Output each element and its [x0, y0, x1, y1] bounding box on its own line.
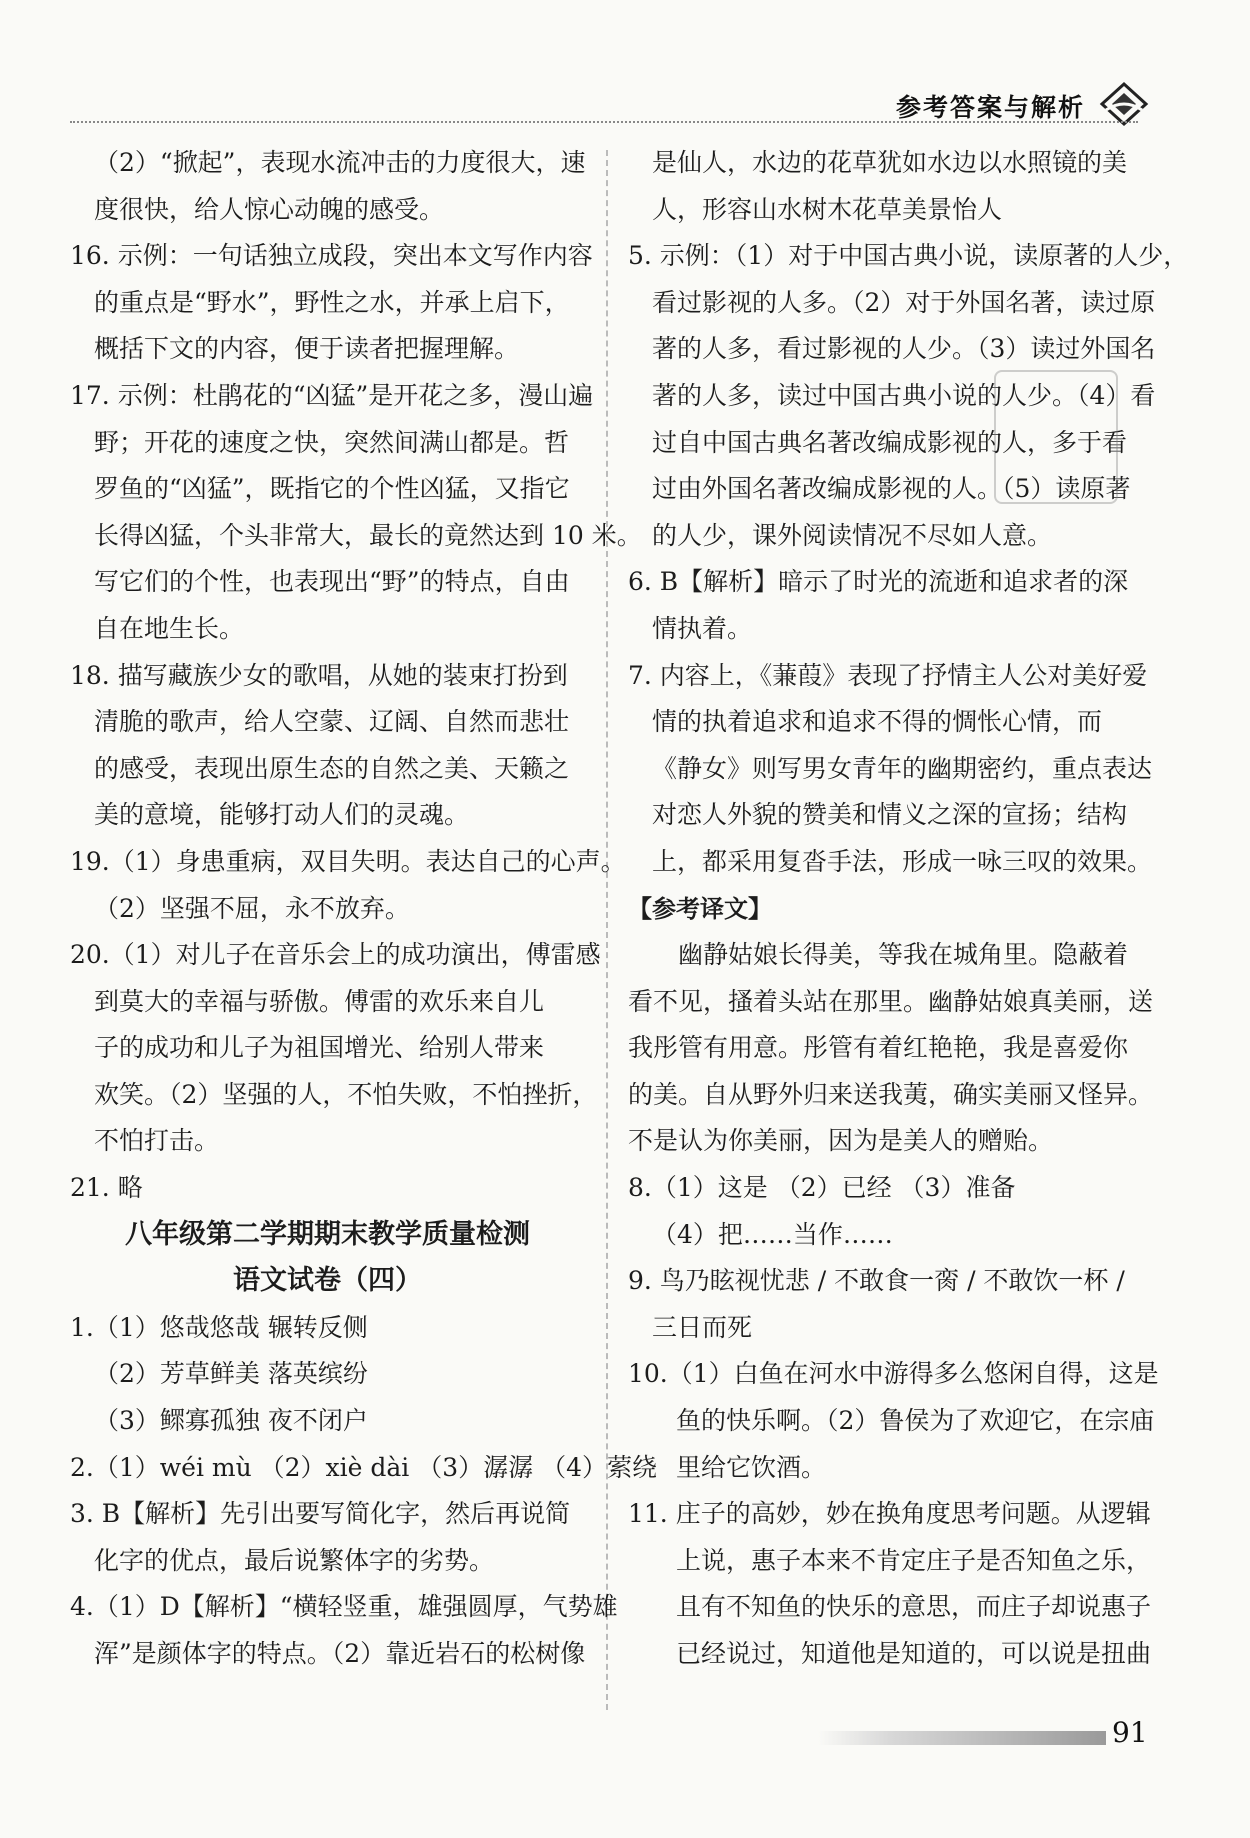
text-line: 16. 示例：一句话独立成段，突出本文写作内容	[70, 241, 593, 271]
text-line: 看不见，搔着头站在那里。幽静姑娘真美丽，送	[628, 986, 1154, 1016]
text-line: 且有不知鱼的快乐的意思，而庄子却说惠子	[676, 1592, 1152, 1622]
text-line: 不怕打击。	[94, 1126, 220, 1156]
text-line: 子的成功和儿子为祖国增光、给别人带来	[94, 1033, 545, 1063]
watermark-stamp	[994, 370, 1118, 504]
page-number: 91	[1112, 1716, 1148, 1749]
section-subtitle: 语文试卷（四）	[233, 1265, 422, 1297]
text-line: 上说，惠子本来不肯定庄子是否知鱼之乐，	[676, 1545, 1152, 1575]
header-rule	[70, 121, 1138, 123]
text-line: 18. 描写藏族少女的歌唱，从她的装束打扮到	[70, 660, 568, 690]
text-line: 的美。自从野外归来送我荑，确实美丽又怪异。	[628, 1079, 1154, 1109]
text-line: 欢笑。（2）坚强的人，不怕失败，不怕挫折，	[94, 1079, 598, 1109]
text-line: 5. 示例：（1）对于中国古典小说，读原著的人少，	[628, 241, 1189, 271]
text-line: 3. B【解析】先引出要写简化字，然后再说简	[70, 1499, 571, 1529]
text-line: 是仙人，水边的花草犹如水边以水照镜的美	[652, 148, 1128, 177]
text-line: 长得凶猛，个头非常大，最长的竟然达到 10 米。	[94, 520, 642, 550]
text-line: 7. 内容上，《蒹葭》表现了抒情主人公对美好爱	[628, 660, 1148, 690]
text-line: 著的人多，看过影视的人少。（3）读过外国名	[652, 334, 1156, 364]
text-line: 概括下文的内容，便于读者把握理解。	[94, 334, 520, 364]
text-line: 8.（1）这是 （2）已经 （3）准备	[628, 1173, 1016, 1203]
text-line: 的感受，表现出原生态的自然之美、天籁之	[94, 753, 570, 783]
text-line: 野；开花的速度之快，突然间满山都是。哲	[94, 427, 570, 457]
left-column	[70, 140, 658, 1678]
text-line: 的重点是“野水”，野性之水，并承上启下，	[94, 287, 570, 317]
text-line: 三日而死	[652, 1312, 753, 1342]
text-line: 过自中国古典名著改编成影视的人，多于看	[652, 427, 1128, 457]
text-line: 1.（1）悠哉悠哉 辗转反侧	[70, 1312, 368, 1342]
text-line: 对恋人外貌的赞美和情义之深的宣扬；结构	[652, 800, 1128, 830]
text-line: 鱼的快乐啊。（2）鲁侯为了欢迎它，在宗庙	[676, 1406, 1155, 1436]
text-line: 写它们的个性，也表现出“野”的特点，自由	[94, 567, 570, 597]
text-line: 上，都采用复沓手法，形成一咏三叹的效果。	[652, 846, 1153, 876]
text-line: 清脆的歌声，给人空蒙、辽阔、自然而悲壮	[94, 707, 570, 737]
text-line: 情执着。	[652, 613, 753, 643]
text-line: 里给它饮酒。	[676, 1452, 827, 1482]
text-line: 2.（1）wéi mù （2）xiè dài （3）潺潺 （4）萦绕	[70, 1452, 658, 1482]
text-line: 到莫大的幸福与骄傲。傅雷的欢乐来自儿	[94, 986, 545, 1016]
text-line: 美的意境，能够打动人们的灵魂。	[94, 800, 470, 830]
text-line: （2）坚强不屈，永不放弃。	[94, 893, 410, 923]
text-line: 已经说过，知道他是知道的，可以说是扭曲	[676, 1639, 1152, 1668]
text-line: 人，形容山水树木花草美景怡人	[652, 194, 1003, 224]
text-line: 9. 鸟乃眩视忧悲 / 不敢食一脔 / 不敢饮一杯 /	[628, 1266, 1125, 1296]
text-line: 情的执着追求和追求不得的惆怅心情，而	[652, 707, 1103, 737]
text-line: （4）把……当作……	[652, 1219, 893, 1249]
footer-bar	[818, 1731, 1106, 1745]
text-line: 自在地生长。	[94, 613, 245, 643]
text-line: 《静女》则写男女青年的幽期密约，重点表达	[652, 753, 1153, 783]
text-line: 17. 示例：杜鹃花的“凶猛”是开花之多，漫山遍	[70, 380, 594, 410]
text-line: 度很快，给人惊心动魄的感受。	[94, 194, 445, 224]
text-line: 看过影视的人多。（2）对于外国名著，读过原	[652, 287, 1156, 317]
text-line: 浑”是颜体字的特点。（2）靠近岩石的松树像	[94, 1639, 586, 1668]
text-line: 10.（1）白鱼在河水中游得多么悠闲自得，这是	[628, 1359, 1159, 1389]
text-line: 著的人多，读过中国古典小说的人少。（4）看	[652, 380, 1156, 410]
text-line: 罗鱼的“凶猛”，既指它的个性凶猛，又指它	[94, 474, 570, 504]
text-line: 4.（1）D【解析】“横轻竖重，雄强圆厚，气势雄	[70, 1592, 618, 1622]
text-line: 幽静姑娘长得美，等我在城角里。隐蔽着	[678, 940, 1129, 970]
text-line: 过由外国名著改编成影视的人。（5）读原著	[652, 474, 1131, 504]
header-title: 参考答案与解析	[896, 93, 1086, 122]
text-line: （2）芳草鲜美 落英缤纷	[94, 1359, 368, 1389]
text-line: 21. 略	[70, 1173, 143, 1203]
translation-heading: 【参考译文】	[628, 894, 772, 923]
text-line: （3）鳏寡孤独 夜不闭户	[94, 1406, 368, 1436]
text-line: 20.（1）对儿子在音乐会上的成功演出，傅雷感	[70, 940, 601, 970]
text-line: 19.（1）身患重病，双目失明。表达自己的心声。	[70, 846, 626, 876]
text-line: 不是认为你美丽，因为是美人的赠贻。	[628, 1126, 1054, 1156]
text-line: 化字的优点，最后说繁体字的劣势。	[94, 1545, 495, 1575]
text-line: 我彤管有用意。彤管有着红艳艳，我是喜爱你	[628, 1033, 1129, 1063]
text-line: 6. B【解析】暗示了时光的流逝和追求者的深	[628, 567, 1129, 597]
text-line: 11. 庄子的高妙，妙在换角度思考问题。从逻辑	[628, 1499, 1151, 1529]
text-line: 的人少，课外阅读情况不尽如人意。	[652, 520, 1053, 550]
text-line: （2）“掀起”，表现水流冲击的力度很大，速	[94, 148, 586, 177]
section-title: 八年级第二学期期末教学质量检测	[125, 1218, 530, 1250]
